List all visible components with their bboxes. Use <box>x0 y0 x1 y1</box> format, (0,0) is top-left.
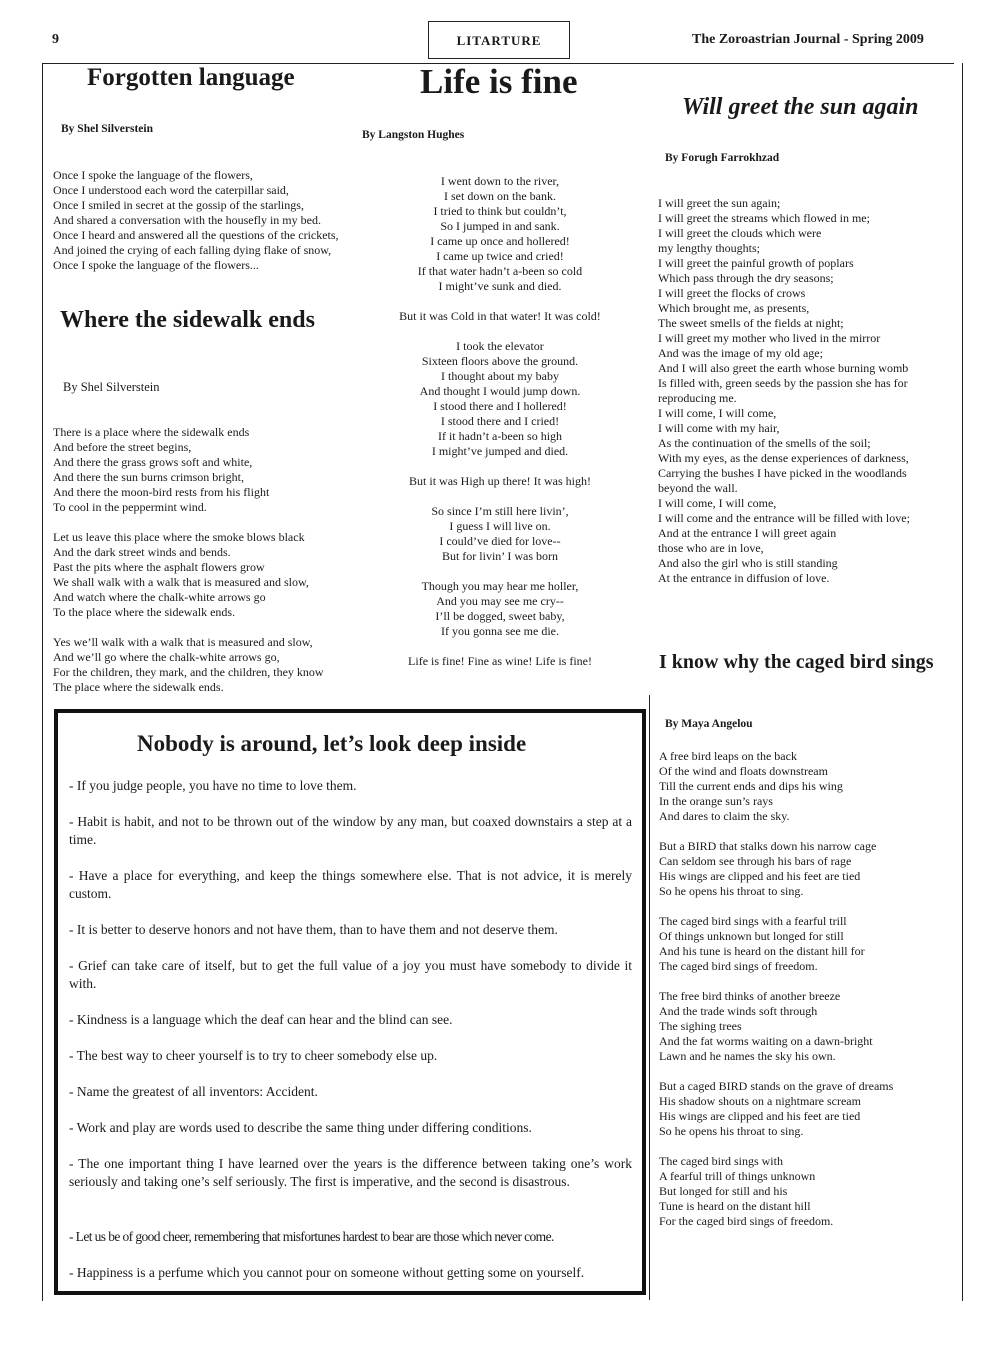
quote-item: - Grief can take care of itself, but to get the full value of a joy you must have somebody to divide it with. <box>69 958 632 991</box>
poem-line: In the orange sun’s rays <box>659 794 773 808</box>
poem-line: And there the moon-bird rests from his flight <box>53 485 270 499</box>
poem-line: So he opens his throat to sing. <box>659 1124 804 1138</box>
poem-line: And dares to claim the sky. <box>659 809 790 823</box>
poem-line: There is a place where the sidewalk ends <box>53 425 250 439</box>
poem-line: I might’ve jumped and died. <box>431 444 569 458</box>
poem-line: Once I smiled in secret at the gossip of the starlings, <box>53 198 304 212</box>
poem-line: And at the entrance I will greet again <box>658 526 837 540</box>
page-number: 9 <box>52 32 59 47</box>
poem-line: The sweet smells of the fields at night; <box>658 316 844 330</box>
quote-item: - Name the greatest of all inventors: Accident. <box>69 1084 318 1099</box>
poem-line: But it was Cold in that water! It was cold! <box>399 309 601 323</box>
byline-greet-the-sun: By Forugh Farrokhzad <box>665 152 780 164</box>
quote-item: - Kindness is a language which the deaf can hear and the blind can see. <box>69 1012 453 1027</box>
poem-line: Can seldom see through his bars of rage <box>659 854 852 868</box>
poem-line: Lawn and he names the sky his own. <box>659 1049 836 1063</box>
poem-line: I came up once and hollered! <box>430 234 570 248</box>
poem-line: Though you may hear me holler, <box>421 579 579 593</box>
poem-line: As the continuation of the smells of the soil; <box>658 436 871 450</box>
poem-line: The caged bird sings with <box>659 1154 783 1168</box>
poem-line: A fearful trill of things unknown <box>659 1169 816 1183</box>
poem-line: I could’ve died for love-- <box>439 534 561 548</box>
poem-line: At the entrance in diffusion of love. <box>658 571 830 585</box>
column-divider <box>649 695 650 1300</box>
poem-line <box>53 515 324 530</box>
poem-line: Yes we’ll walk with a walk that is measured and slow, <box>53 635 313 649</box>
quote-item: - It is better to deserve honors and not have them, than to have them and not deserve them. <box>69 922 558 937</box>
poem-line: And joined the crying of each falling dying flake of snow, <box>53 243 332 257</box>
poem-line: And the fat worms waiting on a dawn-bright <box>659 1034 873 1048</box>
poem-line: Is filled with, green seeds by the passion she has for <box>658 376 908 390</box>
poem-line: I stood there and I hollered! <box>433 399 567 413</box>
poem-line: I will greet the sun again; <box>658 196 781 210</box>
poem-line: I will come with my hair, <box>658 421 780 435</box>
poem-line: Till the current ends and dips his wing <box>659 779 843 793</box>
right-border <box>962 63 963 1301</box>
poem-line: I tried to think but couldn’t, <box>433 204 567 218</box>
poem-line: And shared a conversation with the housefly in my bed. <box>53 213 321 227</box>
poem-line: To the place where the sidewalk ends. <box>53 605 236 619</box>
poem-line: For the children, they mark, and the children, they know <box>53 665 324 679</box>
quotes-box <box>54 709 646 1295</box>
poem-title-caged-bird: I know why the caged bird sings <box>659 651 934 673</box>
quote-item: - Have a place for everything, and keep the things somewhere else. That is not advice, it is merely custom. <box>69 868 632 901</box>
poem-line: But a caged BIRD stands on the grave of dreams <box>659 1079 894 1093</box>
poem-line: Let us leave this place where the smoke blows black <box>53 530 305 544</box>
poem-line <box>355 489 645 504</box>
poem-line: So since I’m still here livin’, <box>431 504 569 518</box>
poem-line: But a BIRD that stalks down his narrow cage <box>659 839 877 853</box>
quotes-title: Nobody is around, let’s look deep inside <box>137 731 527 756</box>
poem-line: And you may see me cry-- <box>436 594 564 608</box>
poem-line: So he opens his throat to sing. <box>659 884 804 898</box>
quote-item: - Let us be of good cheer, remembering that misfortunes hardest to bear are those which never come. <box>69 1229 554 1244</box>
poem-line: I went down to the river, <box>440 174 560 188</box>
poem-line: And the dark street winds and bends. <box>53 545 231 559</box>
poem-line: Of the wind and floats downstream <box>659 764 828 778</box>
poem-line: my lengthy thoughts; <box>658 241 760 255</box>
poem-line <box>659 1139 893 1154</box>
poem-line <box>659 974 893 989</box>
poem-line: And I will also greet the earth whose burning womb <box>658 361 909 375</box>
poem-line: But longed for still and his <box>659 1184 788 1198</box>
poem-line: And the trade winds soft through <box>659 1004 818 1018</box>
poem-line: Carrying the bushes I have picked in the woodlands <box>658 466 907 480</box>
poem-line <box>355 564 645 579</box>
poem-line: And there the sun burns crimson bright, <box>53 470 244 484</box>
poem-line: I took the elevator <box>456 339 544 353</box>
poem-line: And his tune is heard on the distant hill for <box>659 944 865 958</box>
journal-title: The Zoroastrian Journal - Spring 2009 <box>692 32 924 47</box>
poem-title-forgotten-language: Forgotten language <box>87 64 295 91</box>
poem-line: His wings are clipped and his feet are tied <box>659 869 861 883</box>
poem-line: His wings are clipped and his feet are tied <box>659 1109 861 1123</box>
poem-line: If it hadn’t a-been so high <box>437 429 563 443</box>
poem-line: The sighing trees <box>659 1019 742 1033</box>
poem-line: I’ll be dogged, sweet baby, <box>435 609 565 623</box>
poem-line: And there the grass grows soft and white, <box>53 455 253 469</box>
poem-line <box>355 639 645 654</box>
poem-line: Sixteen floors above the ground. <box>421 354 579 368</box>
poem-greet-the-sun <box>658 196 910 586</box>
poem-line: Tune is heard on the distant hill <box>659 1199 811 1213</box>
poem-line: I will greet the painful growth of poplars <box>658 256 854 270</box>
quote-item: - If you judge people, you have no time to love them. <box>69 778 357 793</box>
poem-line <box>659 899 893 914</box>
poem-line: Life is fine! Fine as wine! Life is fine! <box>408 654 592 668</box>
byline-sidewalk-ends: By Shel Silverstein <box>63 380 160 394</box>
poem-line: Of things unknown but longed for still <box>659 929 844 943</box>
poem-line: I stood there and I cried! <box>440 414 560 428</box>
poem-line: Once I spoke the language of the flowers, <box>53 168 253 182</box>
poem-line: We shall walk with a walk that is measured and slow, <box>53 575 309 589</box>
poem-line: But it was High up there! It was high! <box>409 474 591 488</box>
poem-title-greet-the-sun: Will greet the sun again <box>682 94 919 120</box>
byline-life-is-fine: By Langston Hughes <box>362 129 465 141</box>
poem-line: A free bird leaps on the back <box>659 749 797 763</box>
poem-line: And also the girl who is still standing <box>658 556 838 570</box>
poem-line: And before the street begins, <box>53 440 192 454</box>
poem-line: I will come, I will come, <box>658 496 777 510</box>
byline-caged-bird: By Maya Angelou <box>665 718 753 730</box>
poem-line: I will come, I will come, <box>658 406 777 420</box>
poem-line: The place where the sidewalk ends. <box>53 680 224 694</box>
poem-line: With my eyes, as the dense experiences of darkness, <box>658 451 909 465</box>
quote-item: - The best way to cheer yourself is to try to cheer somebody else up. <box>69 1048 438 1063</box>
poem-line <box>659 1064 893 1079</box>
poem-line: Once I spoke the language of the flowers... <box>53 258 259 272</box>
poem-line: I might’ve sunk and died. <box>438 279 562 293</box>
left-border <box>42 63 43 1301</box>
poem-line: If you gonna see me die. <box>441 624 559 638</box>
poem-forgotten-language <box>53 168 339 273</box>
poem-sidewalk-ends <box>53 425 324 695</box>
poem-line: Once I heard and answered all the questions of the crickets, <box>53 228 339 242</box>
poem-caged-bird <box>659 749 893 1229</box>
poem-line: And watch where the chalk-white arrows go <box>53 590 266 604</box>
poem-line <box>659 824 893 839</box>
quote-item: - Happiness is a perfume which you cannot pour on someone without getting some on yourself. <box>69 1265 585 1280</box>
poem-line: If that water hadn’t a-been so cold <box>417 264 583 278</box>
poem-line: I guess I will live on. <box>449 519 551 533</box>
poem-title-sidewalk-ends: Where the sidewalk ends <box>60 307 315 333</box>
poem-line: those who are in love, <box>658 541 764 555</box>
poem-line: I will greet the clouds which were <box>658 226 822 240</box>
poem-line: So I jumped in and sank. <box>440 219 560 233</box>
poem-line: I will come and the entrance will be filled with love; <box>658 511 910 525</box>
poem-line: beyond the wall. <box>658 481 738 495</box>
poem-line: Which brought me, as presents, <box>658 301 810 315</box>
poem-line: Which pass through the dry seasons; <box>658 271 834 285</box>
poem-line: I thought about my baby <box>441 369 559 383</box>
quote-item: - The one important thing I have learned over the years is the difference between taking one’s work seriously and taking one’s self seriously. The first is imperative, and the second is disastrous. <box>69 1156 632 1189</box>
poem-line <box>355 294 645 309</box>
poem-line: And thought I would jump down. <box>419 384 581 398</box>
poem-line: For the caged bird sings of freedom. <box>659 1214 834 1228</box>
poem-line <box>53 620 324 635</box>
poem-line <box>355 324 645 339</box>
poem-line <box>355 459 645 474</box>
byline-forgotten-language: By Shel Silverstein <box>61 123 154 135</box>
poem-line: The free bird thinks of another breeze <box>659 989 841 1003</box>
poem-line: And we’ll go where the chalk-white arrows go, <box>53 650 280 664</box>
poem-line: Past the pits where the asphalt flowers grow <box>53 560 265 574</box>
poem-line: The caged bird sings of freedom. <box>659 959 818 973</box>
poem-title-life-is-fine: Life is fine <box>420 62 578 101</box>
section-label: LITARTURE <box>428 21 570 59</box>
poem-line: Once I understood each word the caterpillar said, <box>53 183 289 197</box>
poem-line: I came up twice and cried! <box>436 249 564 263</box>
poem-line: The caged bird sings with a fearful trill <box>659 914 847 928</box>
poem-line: I will greet the streams which flowed in me; <box>658 211 870 225</box>
poem-line: reproducing me. <box>658 391 737 405</box>
poem-line: I will greet the flocks of crows <box>658 286 806 300</box>
poem-life-is-fine <box>355 174 645 669</box>
quote-item: - Work and play are words used to describe the same thing under differing conditions. <box>69 1120 532 1135</box>
quote-item: - Habit is habit, and not to be thrown out of the window by any man, but coaxed downstairs a step at a time. <box>69 814 632 847</box>
poem-line: I will greet my mother who lived in the mirror <box>658 331 881 345</box>
poem-line: But for livin’ I was born <box>441 549 559 563</box>
poem-line: To cool in the peppermint wind. <box>53 500 207 514</box>
poem-line: And was the image of my old age; <box>658 346 823 360</box>
poem-line: His shadow shouts on a nightmare scream <box>659 1094 861 1108</box>
poem-line: I set down on the bank. <box>444 189 556 203</box>
